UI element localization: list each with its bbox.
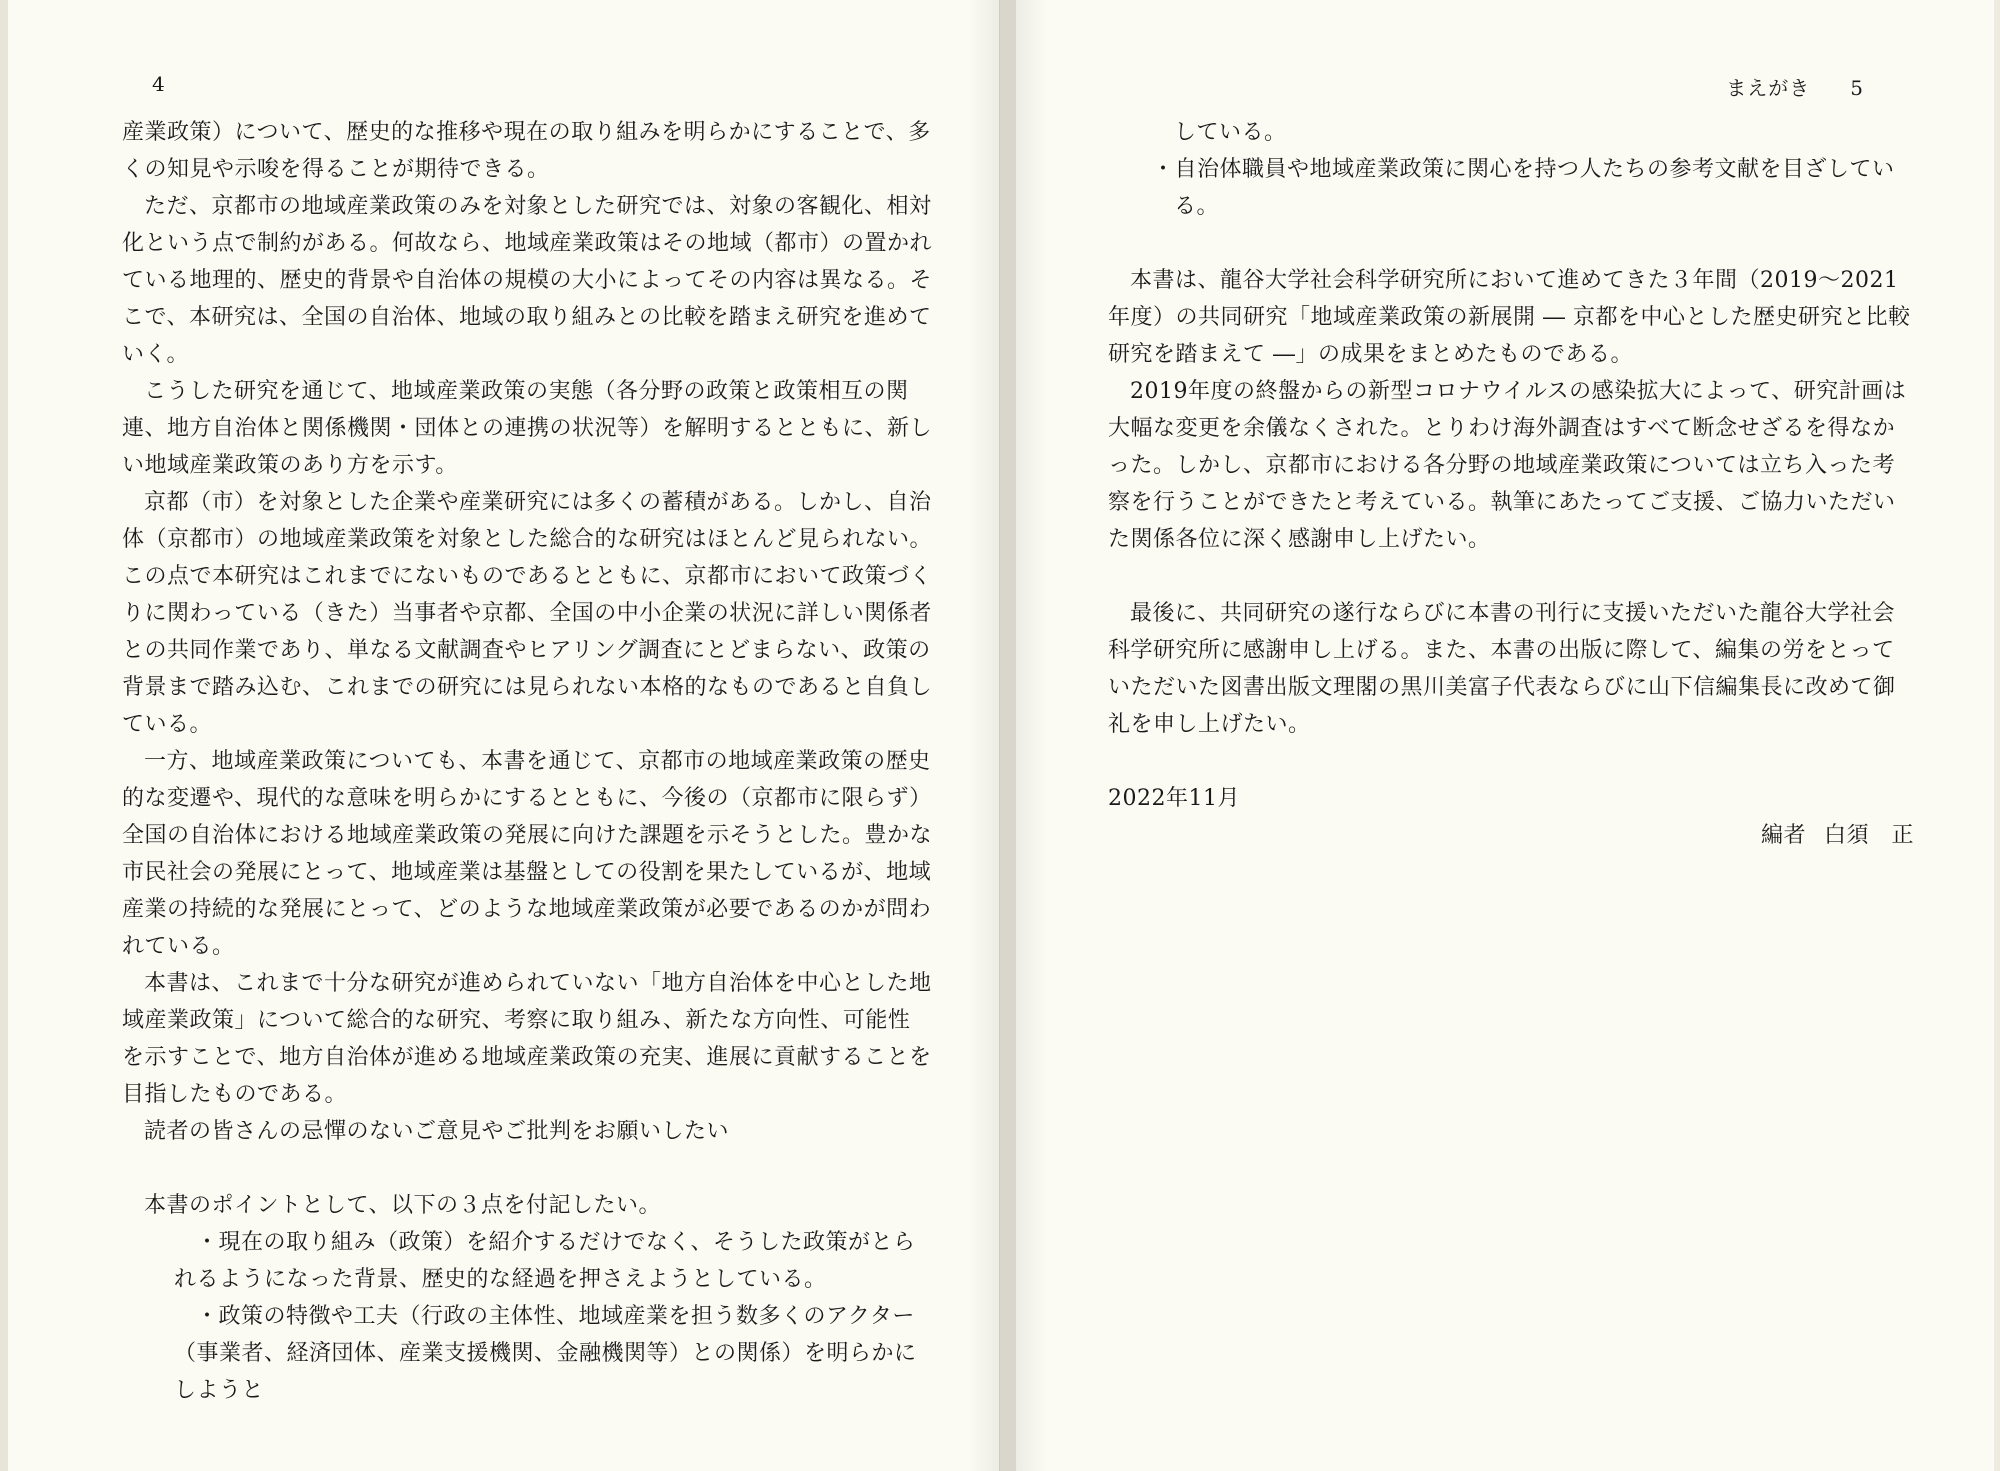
page-edge bbox=[1994, 0, 2000, 1471]
signature-name: 白須 正 bbox=[1823, 823, 1914, 848]
running-title: まえがき bbox=[1726, 76, 1811, 100]
date: 2022年11月 bbox=[1108, 786, 1240, 811]
paragraph: 本書は、龍谷大学社会科学研究所において進めてきた３年間（2019〜2021年度）の共同研究「地域産業政策の新展開 ― 京都を中心とした歴史研究と比較研究を踏まえて ―」の成果をまとめたものである。 bbox=[1108, 268, 1911, 367]
left-body-text bbox=[122, 114, 932, 1409]
bullet-continuation: している。 bbox=[1174, 120, 1287, 145]
points-intro: 本書のポイントとして、以下の３点を付記したい。 bbox=[144, 1193, 662, 1218]
paragraph: 産業政策）について、歴史的な推移や現在の取り組みを明らかにすることで、多くの知見や示唆を得ることが期待できる。 bbox=[122, 120, 931, 182]
signature bbox=[1108, 817, 1914, 854]
page-edge bbox=[0, 0, 8, 1471]
paragraph: 一方、地域産業政策についても、本書を通じて、京都市の地域産業政策の歴史的な変遷や、現代的な意味を明らかにするとともに、今後の（京都市に限らず）全国の自治体における地域産業政策の発展に向けた課題を示そうとした。豊かな市民社会の発展にとって、地域産業は基盤としての役割を果たしているが、地域産業の持続的な発展にとって、どのような地域産業政策が必要であるのかが問われている。 bbox=[122, 749, 933, 959]
running-header bbox=[1726, 72, 1864, 101]
blank-line bbox=[1108, 743, 1914, 780]
gutter-shadow bbox=[1016, 0, 1046, 1471]
blank-line bbox=[122, 1150, 932, 1187]
page-number-left: 4 bbox=[152, 72, 166, 96]
bullet-item: ・自治体職員や地域産業政策に関心を持つ人たちの参考文献を目ざしている。 bbox=[1152, 157, 1895, 219]
page-number-right: 5 bbox=[1850, 76, 1864, 100]
paragraph: 本書は、これまで十分な研究が進められていない「地方自治体を中心とした地域産業政策」について総合的な研究、考察に取り組み、新たな方向性、可能性を示すことで、地方自治体が進める地域産業政策の充実、進展に貢献することを目指したものである。 bbox=[122, 971, 932, 1107]
blank-line bbox=[1108, 225, 1914, 262]
paragraph: 読者の皆さんの忌憚のないご意見やご批判をお願いしたい bbox=[144, 1119, 730, 1144]
paragraph: 2019年度の終盤からの新型コロナウイルスの感染拡大によって、研究計画は大幅な変更を余儀なくされた。とりわけ海外調査はすべて断念せざるを得なかった。しかし、京都市における各分野の地域産業政策については立ち入った考察を行うことができたと考えている。執筆にあたってご支援、ご協力いただいた関係各位に深く感謝申し上げたい。 bbox=[1108, 379, 1907, 552]
bullet-item: ・政策の特徴や工夫（行政の主体性、地域産業を担う数多くのアクター（事業者、経済団体、産業支援機関、金融機関等）との関係）を明らかにしようと bbox=[174, 1304, 917, 1403]
right-body-text bbox=[1108, 114, 1914, 854]
blank-line bbox=[1108, 558, 1914, 595]
paragraph: 最後に、共同研究の遂行ならびに本書の刊行に支援いただいた龍谷大学社会科学研究所に感謝申し上げる。また、本書の出版に際して、編集の労をとっていただいた図書出版文理閣の黒川美富子代表ならびに山下信編集長に改めて御礼を申し上げたい。 bbox=[1108, 601, 1896, 737]
signature-role: 編者 bbox=[1760, 823, 1806, 848]
right-page bbox=[1016, 0, 2000, 1471]
gutter-shadow bbox=[969, 0, 999, 1471]
paragraph: ただ、京都市の地域産業政策のみを対象とした研究では、対象の客観化、相対化という点で制約がある。何故なら、地域産業政策はその地域（都市）の置かれている地理的、歴史的背景や自治体の規模の大小によってその内容は異なる。そこで、本研究は、全国の自治体、地域の取り組みとの比較を踏まえ研究を進めていく。 bbox=[122, 194, 933, 367]
paragraph: こうした研究を通じて、地域産業政策の実態（各分野の政策と政策相互の関連、地方自治体と関係機関・団体との連携の状況等）を解明するとともに、新しい地域産業政策のあり方を示す。 bbox=[122, 379, 933, 478]
paragraph: 京都（市）を対象とした企業や産業研究には多くの蓄積がある。しかし、自治体（京都市）の地域産業政策を対象とした総合的な研究はほとんど見られない。この点で本研究はこれまでにないものであるとともに、京都市において政策づくりに関わっている（きた）当事者や京都、全国の中小企業の状況に詳しい関係者との共同作業であり、単なる文献調査やヒアリング調査にとどまらない、政策の背景まで踏み込む、これまでの研究には見られない本格的なものであると自負している。 bbox=[122, 490, 933, 737]
bullet-item: ・現在の取り組み（政策）を紹介するだけでなく、そうした政策がとられるようになった背景、歴史的な経過を押さえようとしている。 bbox=[174, 1230, 916, 1292]
